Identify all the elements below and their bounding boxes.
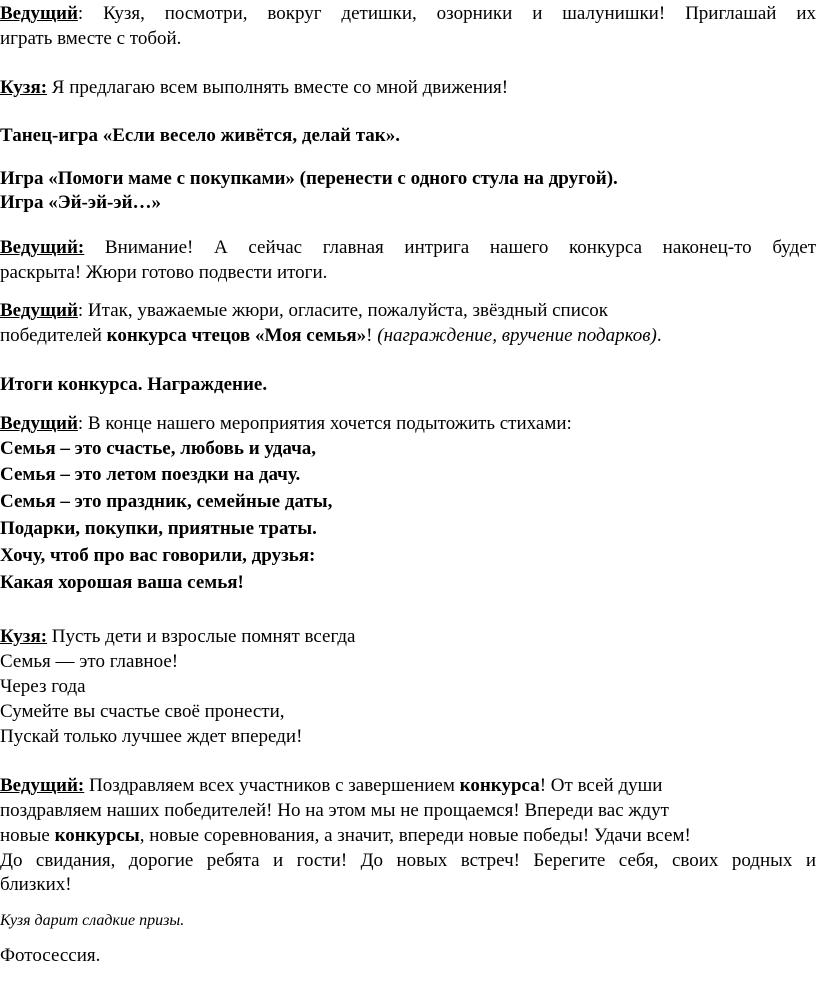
speaker-label: Ведущий	[0, 413, 78, 434]
text-run: новые	[0, 825, 55, 846]
host-line-6	[0, 324, 816, 348]
photo-session: Фотосессия.	[0, 945, 101, 966]
poem-line: Семья – это счастье, любовь и удача,	[0, 438, 317, 459]
contest-word: конкурса	[459, 775, 540, 796]
host-line-8	[0, 774, 816, 798]
kuzya-poem-line	[0, 625, 816, 649]
speaker-label: Ведущий:	[0, 237, 85, 258]
text-run: победителей	[0, 325, 107, 346]
closing-note: Кузя дарит сладкие призы.	[0, 912, 185, 929]
speaker-label: Ведущий	[0, 300, 78, 321]
host-line-7	[0, 412, 816, 436]
game-title-1: Игра «Помоги маме с покупками» (перенести с одного стула на другой).	[0, 168, 618, 189]
host-line-4: раскрыта! Жюри готово подвести итоги.	[0, 262, 328, 283]
text-run: , новые соревнования, а значит, впереди новые победы! Удачи всем!	[139, 825, 691, 846]
results-heading: Итоги конкурса. Награждение.	[0, 374, 268, 395]
kuzya-poem-line: Через года	[0, 676, 86, 697]
host-line-10	[0, 824, 816, 848]
host-line-3	[0, 236, 816, 260]
host-text: : Итак, уважаемые жюри, огласите, пожалуйста, звёздный список	[77, 300, 609, 321]
kuzya-text: Пусть дети и взрослые помнят всегда	[47, 626, 356, 647]
speaker-label: Кузя:	[0, 626, 48, 647]
kuzya-poem-line: Сумейте вы счастье своё пронести,	[0, 701, 285, 722]
kuzya-poem-line: Пускай только лучшее ждет впереди!	[0, 726, 303, 747]
host-line-9: поздравляем наших победителей! Но на этом мы не прощаемся! Впереди вас ждут	[0, 800, 669, 821]
host-text: : Кузя, посмотри, вокруг детишки, озорники и шалунишки! Приглашай их	[77, 3, 816, 24]
text-run: .	[656, 325, 662, 346]
poem-line: Хочу, чтоб про вас говорили, друзья:	[0, 545, 316, 566]
dance-heading: Танец-игра «Если весело живётся, делай так».	[0, 125, 401, 146]
game-title-2: Игра «Эй-эй-эй…»	[0, 192, 162, 213]
host-text: Внимание! А сейчас главная интрига нашего конкурса наконец-то будет	[84, 237, 816, 258]
host-line-5	[0, 299, 816, 323]
host-line-2: играть вместе с тобой.	[0, 28, 182, 49]
text-run: !	[366, 325, 378, 346]
poem-line: Подарки, покупки, приятные траты.	[0, 518, 317, 539]
kuzya-line	[0, 76, 816, 100]
speaker-label: Ведущий:	[0, 775, 85, 796]
host-text: : В конце нашего мероприятия хочется подытожить стихами:	[77, 413, 572, 434]
host-line-12: близких!	[0, 874, 72, 895]
speaker-label: Ведущий	[0, 3, 78, 24]
stage-direction: (награждение, вручение подарков)	[377, 325, 657, 346]
kuzya-poem-line: Семья — это главное!	[0, 651, 179, 672]
contest-word: конкурсы	[54, 825, 140, 846]
poem-line: Какая хорошая ваша семья!	[0, 572, 244, 593]
poem-line: Семья – это праздник, семейные даты,	[0, 491, 333, 512]
poem-line: Семья – это летом поездки на дачу.	[0, 464, 301, 485]
text-run: ! От всей души	[539, 775, 663, 796]
contest-name: конкурса чтецов «Моя семья»	[106, 325, 367, 346]
speaker-label: Кузя:	[0, 77, 48, 98]
kuzya-text: Я предлагаю всем выполнять вместе со мной движения!	[47, 77, 509, 98]
host-line-11: До свидания, дорогие ребята и гости! До новых встреч! Берегите себя, своих родных и	[0, 850, 816, 871]
host-line-1	[0, 2, 816, 26]
text-run: Поздравляем всех участников с завершением	[84, 775, 460, 796]
